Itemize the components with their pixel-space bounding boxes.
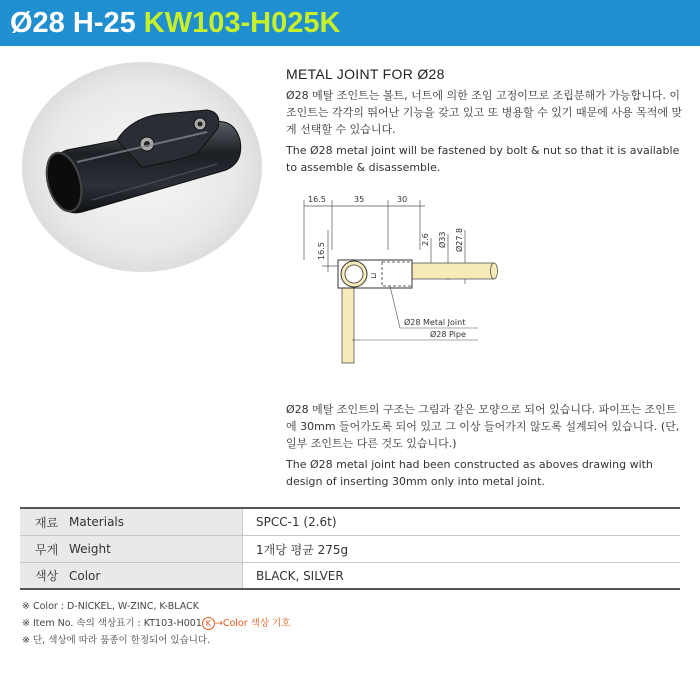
dim-27-8: Ø27.8 — [455, 227, 464, 252]
spec-label — [20, 536, 242, 562]
spec-row-color — [20, 563, 680, 590]
page-title — [10, 6, 340, 40]
dim-33: Ø33 — [438, 231, 447, 248]
note-item-number — [22, 615, 290, 632]
color-code-k-icon: K — [202, 617, 215, 630]
spec-label — [20, 509, 242, 535]
spec-value: BLACK, SILVER — [242, 563, 680, 588]
dim-2-6: 2.6 — [421, 233, 430, 246]
spec-label-en: Materials — [69, 515, 125, 529]
title-model: KW103-H025K — [143, 7, 341, 39]
spec-label-ko: 무게 — [35, 542, 59, 557]
note-item-suffix: →Color 색상 기호 — [214, 618, 291, 629]
dim-16-5-side: 16.5 — [317, 242, 326, 260]
intro-english-text: The Ø28 metal joint will be fastened by bolt & nut so that it is available to assemble & disassemble. — [286, 144, 680, 174]
technical-drawing — [290, 190, 510, 385]
spec-label-ko: 재료 — [35, 515, 59, 530]
header-bar — [0, 0, 700, 46]
title-size: Ø28 H-25 — [10, 7, 136, 39]
spec-label-en: Weight — [69, 542, 111, 556]
spec-value: SPCC-1 (2.6t) — [242, 509, 680, 535]
note-limitation: ※ 단, 색상에 따라 품종이 한정되어 있습니다. — [22, 635, 211, 646]
spec-label-ko: 색상 — [35, 569, 59, 583]
spec-label-en: Color — [69, 568, 101, 583]
note-color-codes: ※ Color : D-NICKEL, W-ZINC, K-BLACK — [22, 601, 199, 612]
spec-row-materials — [20, 509, 680, 536]
intro-title: METAL JOINT FOR Ø28 — [286, 66, 445, 82]
spec-label — [20, 563, 242, 588]
label-metal-joint: Ø28 Metal Joint — [404, 318, 466, 327]
metal-joint-image — [22, 62, 262, 272]
spec-table — [20, 507, 680, 590]
note-item-prefix: ※ Item No. 속의 색상표기 : KT103-H001 — [22, 618, 202, 629]
structure-english-text: The Ø28 metal joint had been constructed as aboves drawing with design of inserting 30mm only into metal joint. — [286, 458, 653, 488]
dim-30: 30 — [397, 195, 408, 204]
spec-row-weight — [20, 536, 680, 563]
svg-text:⊐: ⊐ — [370, 271, 377, 280]
label-pipe: Ø28 Pipe — [430, 330, 466, 339]
product-photo — [22, 62, 262, 272]
intro-korean-text: Ø28 메탈 조인트는 볼트, 너트에 의한 조임 고정이므로 조립분해가 가능합니다. 이 조인트는 각각의 뛰어난 기능을 갖고 있고 또 병용할 수 있기 때문에 사용 목적에 맞게 선택할 수 있습니다. — [286, 89, 683, 136]
dim-16-5-top: 16.5 — [308, 195, 326, 204]
notes — [22, 598, 290, 649]
dim-35: 35 — [354, 195, 365, 204]
structure-korean-text: Ø28 메탈 조인트의 구조는 그림과 같은 모양으로 되어 있습니다. 파이프는 조인트에 30mm 들어가도록 되어 있고 그 이상 들어가지 않도록 설계되어 있습니다. (단, 일부 조인트는 다른 것도 있습니다.) — [286, 403, 680, 450]
spec-value: 1개당 평균 275g — [242, 536, 680, 562]
